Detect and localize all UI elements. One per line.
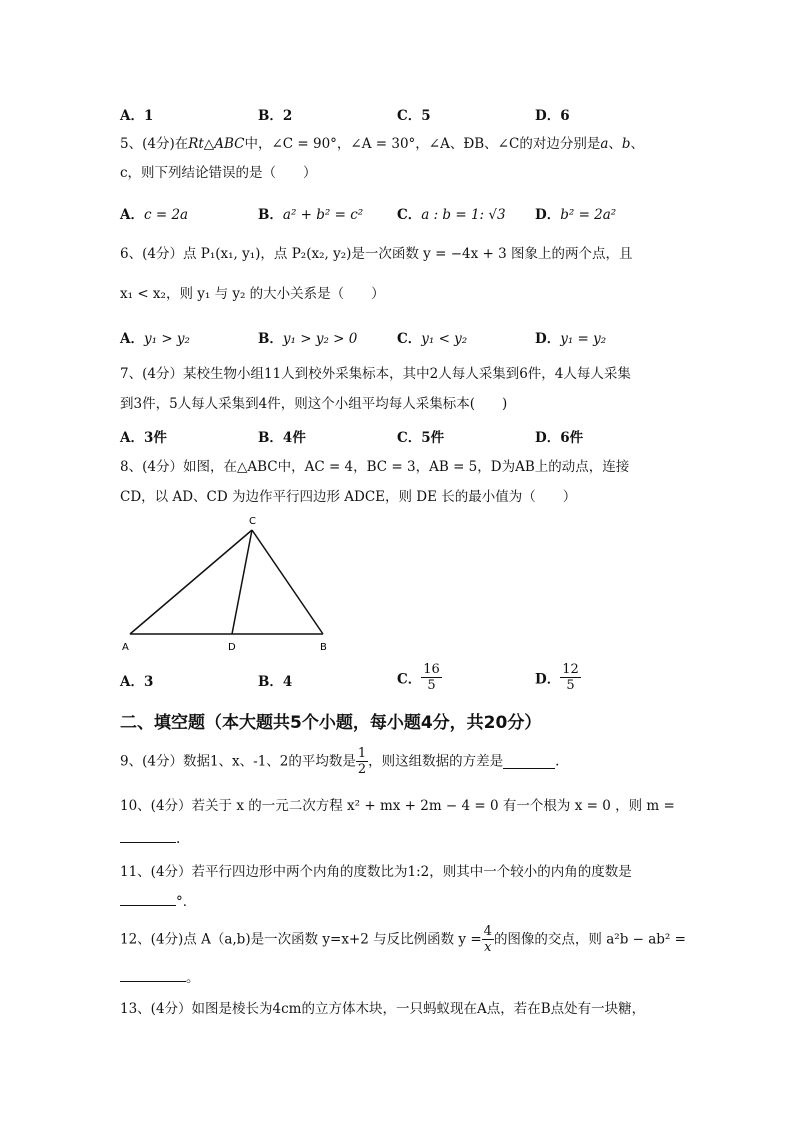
label-c: C — [249, 516, 256, 527]
q5-option-b: B．a² + b² = c² — [258, 207, 364, 223]
answer-blank-q12[interactable] — [120, 967, 186, 982]
q6-option-d: D．y₁ = y₂ — [535, 331, 607, 347]
label-d: D — [228, 642, 236, 653]
q11-answer-line: °． — [120, 891, 196, 911]
q4-option-a: A．1 — [120, 108, 154, 124]
q5-stem-line2: c，则下列结论错误的是（ ） — [120, 165, 317, 181]
q5-option-c: C．a : b = 1: √3 — [397, 207, 506, 223]
q4-option-b: B．2 — [258, 108, 293, 124]
q6-stem-line2: x₁ < x₂，则 y₁ 与 y₂ 的大小关系是（ ） — [120, 286, 385, 302]
q8-option-c: C． $\frac{16}{5}$ — [397, 662, 440, 693]
q11-stem: 11、(4分）若平行四边形中两个内角的度数比为1:2，则其中一个较小的内角的度数是 — [120, 864, 632, 880]
side-bc — [252, 530, 323, 634]
q5-option-d: D．b² = 2a² — [535, 207, 617, 223]
q12-answer-line: 。 — [120, 967, 200, 987]
q12-stem: 12、(4分)点 A（a,b)是一次函数 y=x+2 与反比例函数 y = $\frac{4}{x}$ 的图像的交点，则 a²b − ab² = — [120, 924, 686, 955]
answer-blank-q10[interactable] — [120, 828, 176, 843]
fraction-1-2: $\frac{1}{2}$ — [357, 746, 367, 777]
q6-option-a: A．y₁ > y₂ — [120, 331, 190, 347]
side-ac — [130, 530, 252, 634]
q8-option-a: A．3 — [120, 674, 154, 690]
triangle-figure — [118, 510, 338, 660]
q6-option-c: C．y₁ < y₂ — [397, 331, 468, 347]
answer-blank-q11[interactable] — [120, 891, 176, 906]
q9-stem: 9、(4分）数据1、x、-1、2的平均数是 $\frac{1}{2}$ ，则这组数据的方差是 . — [120, 746, 560, 777]
q5-option-a: A．c = 2a — [120, 207, 189, 223]
q6-option-b: B．y₁ > y₂ > 0 — [258, 331, 358, 347]
q10-stem: 10、(4分）若关于 x 的一元二次方程 x² + mx + 2m − 4 = 0 有一个根为 x = 0 ，则 m = — [120, 798, 675, 814]
fraction-16-5: $\frac{16}{5}$ — [423, 662, 440, 693]
q8-stem-line1: 8、(4分）如图，在△ABC中，AC = 4，BC = 3，AB = 5，D为AB上的动点，连接 — [120, 459, 630, 475]
q7-option-b: B．4件 — [258, 430, 306, 446]
q7-option-c: C．5件 — [397, 430, 445, 446]
q7-stem-line1: 7、(4分）某校生物小组11人到校外采集标本，其中2人每人采集到6件，4人每人采集 — [120, 366, 631, 382]
q6-stem-line1: 6、(4分）点 P₁(x₁, y₁)，点 P₂(x₂, y₂)是一次函数 y = −4x + 3 图象上的两个点，且 — [120, 246, 633, 262]
q13-stem: 13、(4分）如图是棱长为4cm的立方体木块，一只蚂蚁现在A点，若在B点处有一块糖， — [120, 1001, 646, 1017]
q8-option-d: D． $\frac{12}{5}$ — [535, 662, 579, 693]
q5-stem-line1: 5、(4分)在Rt△ABC中，∠C = 90°，∠A = 30°，∠A、ÐB、∠C的对边分别是a、b、 — [120, 136, 645, 152]
label-a: A — [122, 642, 129, 653]
section-heading-fill-in: 二、填空题（本大题共5个小题，每小题4分，共20分） — [120, 713, 542, 733]
answer-blank-q9[interactable] — [503, 754, 555, 769]
q10-answer-line: . — [120, 828, 180, 848]
q7-option-a: A．3件 — [120, 430, 167, 446]
q4-option-d: D．6 — [535, 108, 570, 124]
fraction-12-5: $\frac{12}{5}$ — [562, 662, 579, 693]
q8-option-b: B．4 — [258, 674, 293, 690]
q4-option-c: C．5 — [397, 108, 431, 124]
q7-option-d: D．6件 — [535, 430, 584, 446]
q8-stem-line2: CD，以 AD、CD 为边作平行四边形 ADCE，则 DE 长的最小值为（ ） — [120, 489, 577, 505]
label-b: B — [320, 642, 327, 653]
q7-stem-line2: 到3件，5人每人采集到4件，则这个小组平均每人采集标本( ) — [120, 396, 508, 412]
segment-cd — [232, 530, 252, 634]
fraction-4-x: $\frac{4}{x}$ — [483, 924, 492, 955]
